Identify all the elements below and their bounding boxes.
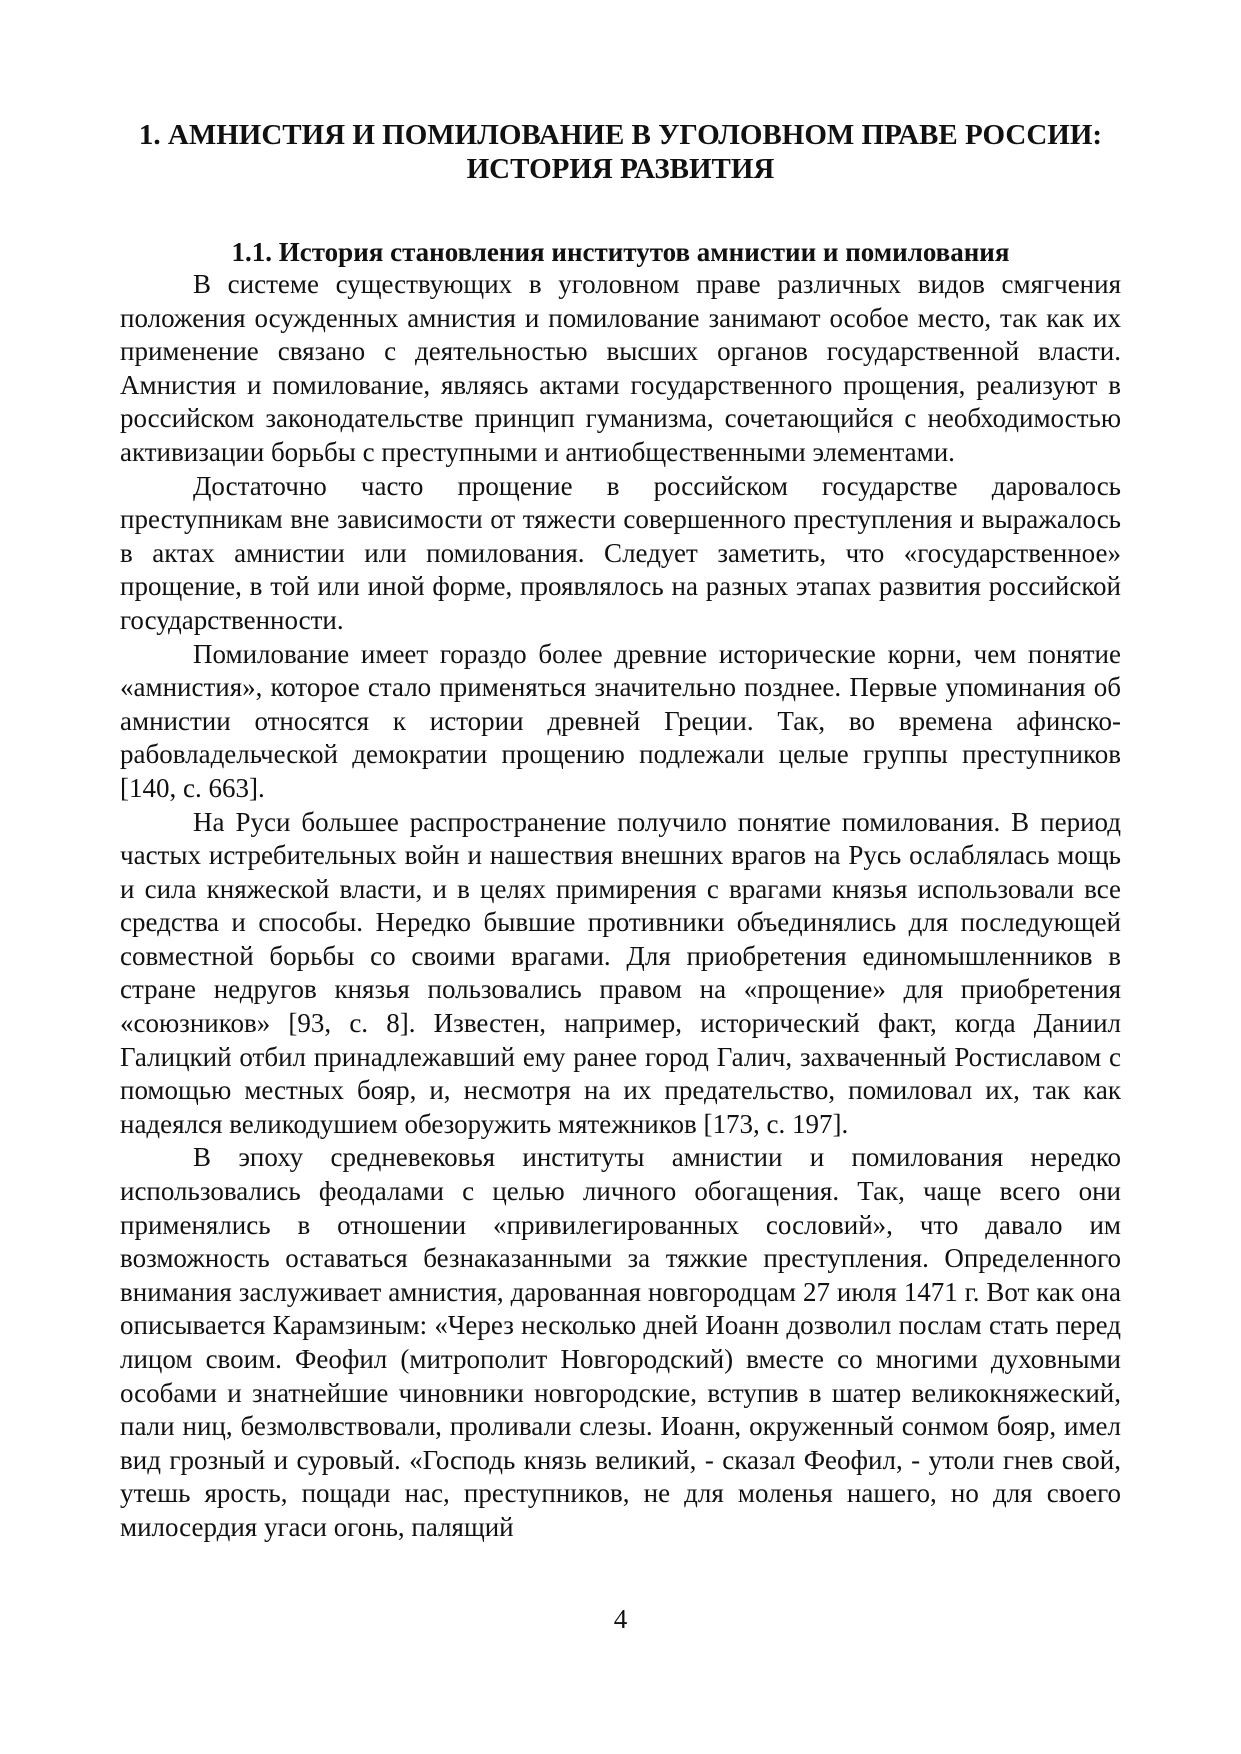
- chapter-title-line-2: ИСТОРИЯ РАЗВИТИЯ: [466, 153, 775, 185]
- document-page: [120, 118, 1121, 1545]
- paragraph-1: В системе существующих в уголовном праве различных видов смягчения положения осужденных амнистия и помилование занимают особое место, так как их применение связано с деятельностью высших органов государственной власти. Амнистия и помилование, являясь актами государственного прощения, реализуют в российском законодательстве принцип гуманизма, сочетающийся с необходимостью активизации борьбы с преступными и антиобщественными элементами.: [120, 269, 1121, 467]
- section-title: 1.1. История становления институтов амнистии и помилования: [231, 237, 1010, 267]
- chapter-title-line-1: 1. АМНИСТИЯ И ПОМИЛОВАНИЕ В УГОЛОВНОМ ПРАВЕ РОССИИ:: [138, 119, 1103, 151]
- paragraph-4: На Руси большее распространение получило понятие помилования. В период частых истребительных войн и нашествия внешних врагов на Русь ослаблялась мощь и сила княжеской власти, и в целях примирения с врагами князья использовали все средства и способы. Нередко бывшие противники объединялись для последующей совместной борьбы со своими врагами. Для приобретения единомышленников в стране недругов князья пользовались правом на «прощение» для приобретения «союзников» [93, с. 8]. Известен, например, исторический факт, когда Даниил Галицкий отбил принадлежавший ему ранее город Галич, захваченный Ростиславом с помощью местных бояр, и, несмотря на их предательство, помиловал их, так как надеялся великодушием обезоружить мятежников [173, с. 197].: [120, 806, 1121, 1139]
- chapter-title: [120, 118, 1121, 186]
- page-number: 4: [613, 1604, 628, 1634]
- paragraph-5: В эпоху средневековья институты амнистии и помилования нередко использовались феодалами с целью личного обогащения. Так, чаще всего они применялись в отношении «привилегированных сословий», что давало им возможность оставаться безнаказанными за тяжкие преступления. Определенного внимания заслуживает амнистия, дарованная новгородцам 27 июля 1471 г. Вот как она описывается Карамзиным: «Через несколько дней Иоанн дозволил послам стать перед лицом своим. Феофил (митрополит Новгородский) вместе со многими духовными особами и знатнейшие чиновники новгородские, вступив в шатер великокняжеский, пали ниц, безмолвствовали, проливали слезы. Иоанн, окруженный сонмом бояр, имел вид грозный и суровый. «Господь князь великий, - сказал Феофил, - утоли гнев свой, утешь ярость, пощади нас, преступников, не для моленья нашего, но для своего милосердия угаси огонь, палящий: [120, 1142, 1121, 1542]
- paragraph-2: Достаточно часто прощение в российском государстве даровалось преступникам вне зависимости от тяжести совершенного преступления и выражалось в актах амнистии или помилования. Следует заметить, что «государственное» прощение, в той или иной форме, проявлялось на разных этапах развития российской государственности.: [120, 470, 1121, 635]
- paragraph-3: Помилование имеет гораздо более древние исторические корни, чем понятие «амнистия», которое стало применяться значительно позднее. Первые упоминания об амнистии относятся к истории древней Греции. Так, во времена афинско-рабовладельческой демократии прощению подлежали целые группы преступников [140, с. 663].: [120, 638, 1121, 803]
